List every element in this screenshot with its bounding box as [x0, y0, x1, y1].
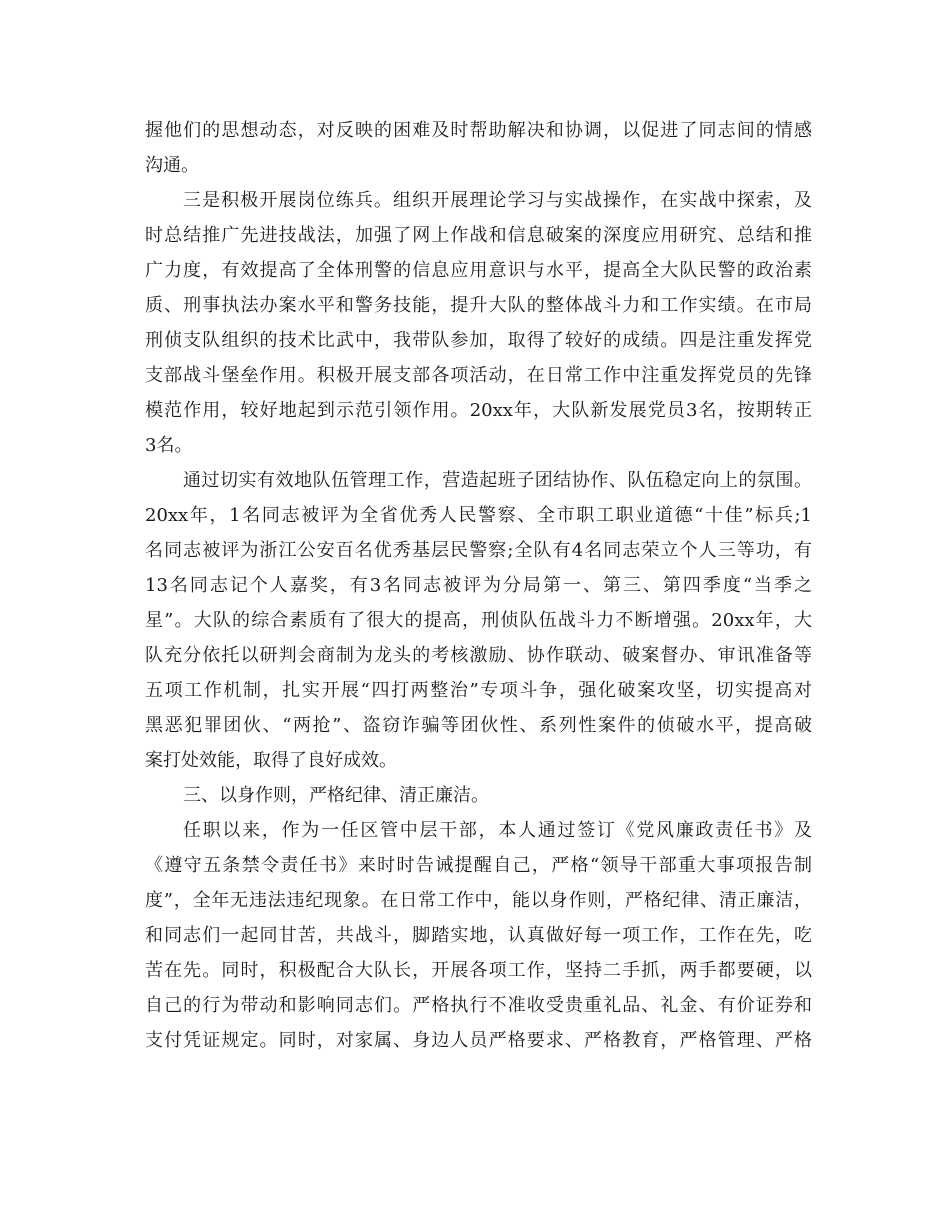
text-line: 握他们的思想动态，对反映的困难及时帮助解决和协调，以促进了同志间的情感: [145, 120, 812, 141]
text-line: 星”。大队的综合素质有了很大的提高，刑侦队伍战斗力不断增强。20xx年，大: [145, 610, 812, 631]
text-line: 时总结推广先进技战法，加强了网上作战和信息破案的深度应用研究、总结和推: [145, 225, 812, 246]
text-line: 度”，全年无违法违纪现象。在日常工作中，能以身作则，严格纪律、清正廉洁，: [145, 890, 812, 911]
text-line: 支部战斗堡垒作用。积极开展支部各项活动，在日常工作中注重发挥党员的先锋: [145, 365, 812, 386]
paragraph: [145, 183, 812, 463]
paragraph: [145, 113, 812, 183]
text-line: 20xx年，1名同志被评为全省优秀人民警察、全市职工职业道德“十佳”标兵;1: [145, 505, 812, 526]
text-line: 13名同志记个人嘉奖，有3名同志被评为分局第一、第三、第四季度“当季之: [145, 575, 812, 596]
text-line: 五项工作机制，扎实开展“四打两整治”专项斗争，强化破案攻坚，切实提高对: [145, 680, 812, 701]
text-line: 和同志们一起同甘苦，共战斗，脚踏实地，认真做好每一项工作，工作在先，吃: [145, 925, 812, 946]
text-line: 队充分依托以研判会商制为龙头的考核激励、协作联动、破案督办、审讯准备等: [145, 645, 812, 666]
text-line: 支付凭证规定。同时，对家属、身边人员严格要求、严格教育，严格管理、严格: [145, 1030, 812, 1051]
paragraph: [145, 813, 812, 1058]
text-line: 任职以来，作为一任区管中层干部，本人通过签订《党风廉政责任书》及: [183, 820, 812, 841]
text-line: 苦在先。同时，积极配合大队长，开展各项工作，坚持二手抓，两手都要硬，以: [145, 960, 812, 981]
text-line: 《遵守五条禁令责任书》来时时告诫提醒自己，严格“领导干部重大事项报告制: [145, 855, 812, 876]
document-body: [145, 113, 812, 1058]
text-line: 自己的行为带动和影响同志们。严格执行不准收受贵重礼品、礼金、有价证券和: [145, 995, 812, 1016]
text-line: 通过切实有效地队伍管理工作，营造起班子团结协作、队伍稳定向上的氛围。: [183, 470, 812, 491]
text-line: 三、以身作则，严格纪律、清正廉洁。: [183, 785, 489, 806]
text-line: 案打处效能，取得了良好成效。: [145, 750, 397, 771]
text-line: 3名。: [145, 435, 193, 456]
text-line: 刑侦支队组织的技术比武中，我带队参加，取得了较好的成绩。四是注重发挥党: [145, 330, 812, 351]
text-line: 黑恶犯罪团伙、“两抢”、盗窃诈骗等团伙性、系列性案件的侦破水平，提高破: [145, 715, 812, 736]
text-line: 三是积极开展岗位练兵。组织开展理论学习与实战操作，在实战中探索，及: [183, 190, 812, 211]
text-line: 广力度，有效提高了全体刑警的信息应用意识与水平，提高全大队民警的政治素: [145, 260, 812, 281]
text-line: 模范作用，较好地起到示范引领作用。20xx年，大队新发展党员3名，按期转正: [145, 400, 812, 421]
paragraph: [145, 463, 812, 778]
text-line: 名同志被评为浙江公安百名优秀基层民警察;全队有4名同志荣立个人三等功，有: [145, 540, 812, 561]
paragraph: [145, 778, 812, 813]
text-line: 质、刑事执法办案水平和警务技能，提升大队的整体战斗力和工作实绩。在市局: [145, 295, 812, 316]
text-line: 沟通。: [145, 155, 199, 176]
